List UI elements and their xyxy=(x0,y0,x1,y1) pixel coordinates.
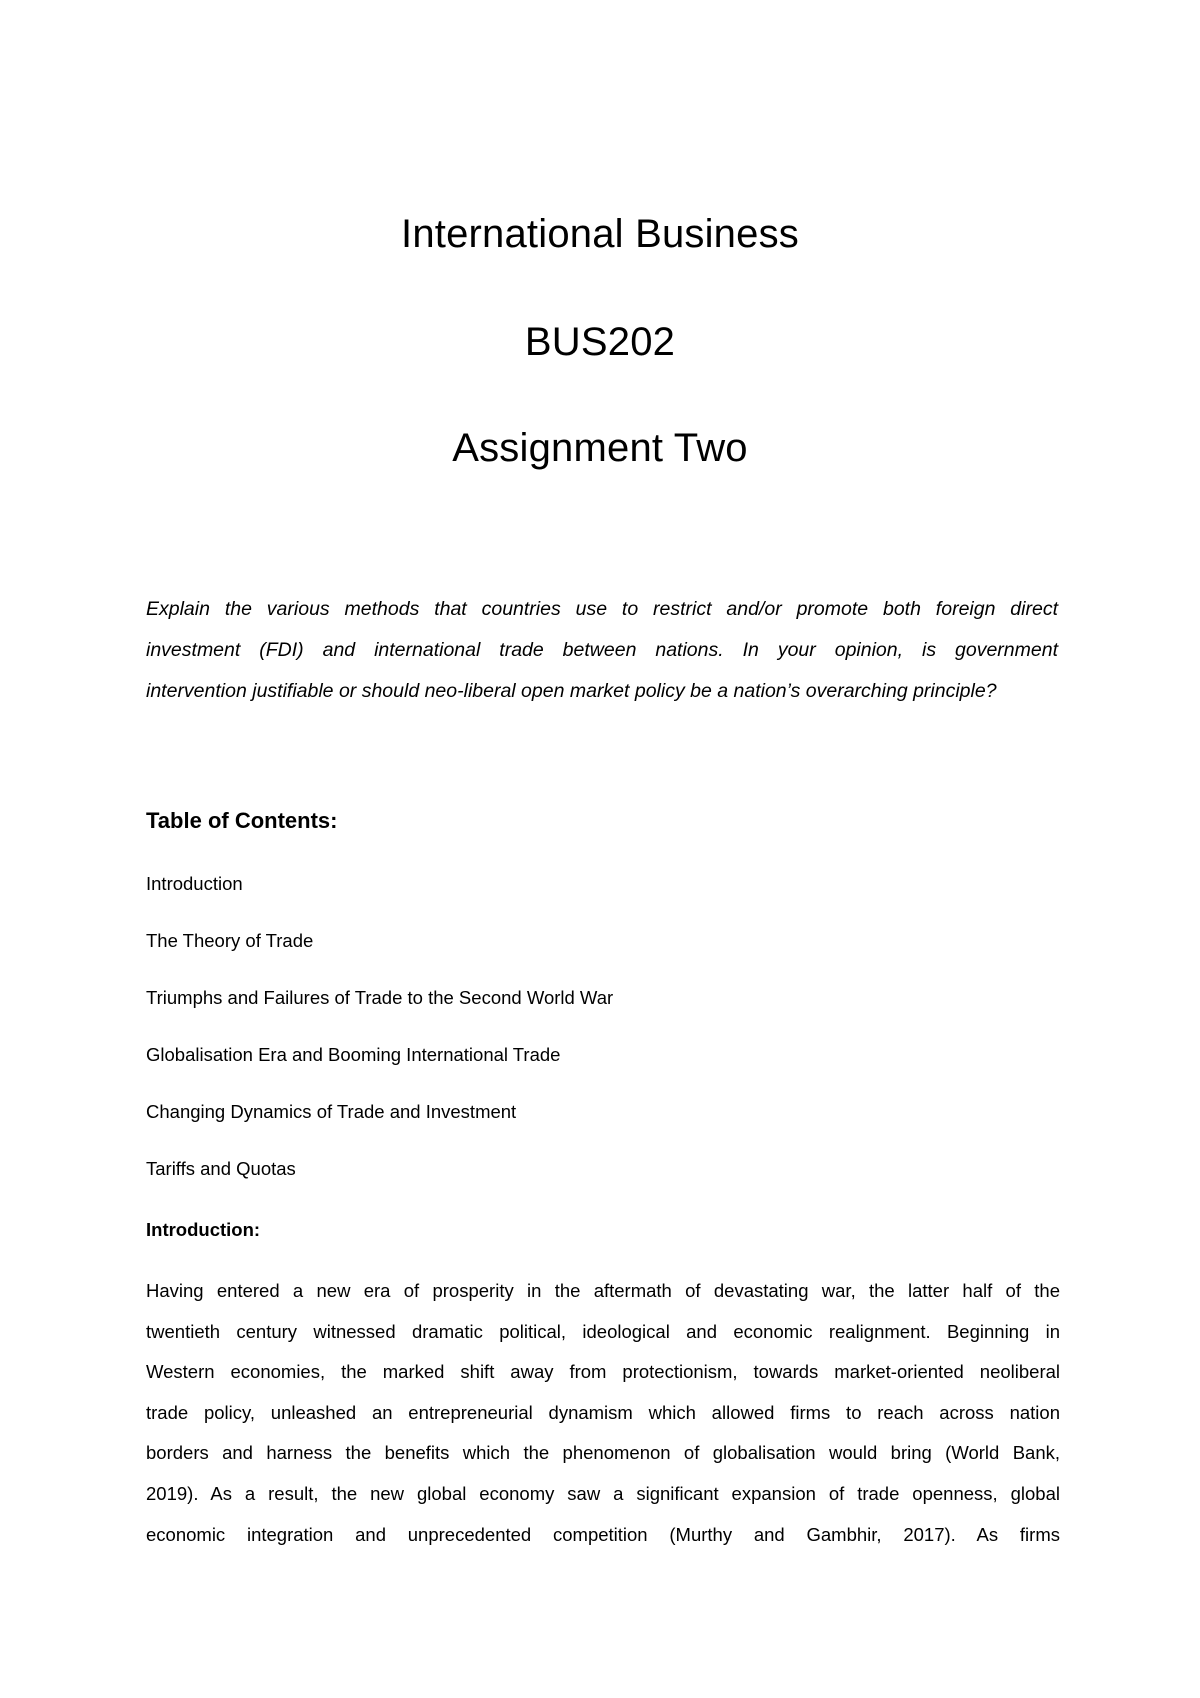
assignment-prompt xyxy=(146,589,1058,712)
toc-item-tariffs-and-quotas: Tariffs and Quotas xyxy=(146,1158,296,1179)
paragraph-line: borders and harness the benefits which the phenomenon of globalisation would bring (World Bank, xyxy=(146,1442,1060,1464)
toc-item-globalisation-era: Globalisation Era and Booming International Trade xyxy=(146,1044,561,1065)
paragraph-line: trade policy, unleashed an entrepreneurial dynamism which allowed firms to reach across nation xyxy=(146,1401,1060,1423)
document-title: International Business xyxy=(401,212,799,256)
paragraph-line: Western economies, the marked shift away from protectionism, towards market-oriented neoliberal xyxy=(146,1361,1060,1383)
table-of-contents xyxy=(146,870,613,1212)
toc-item-introduction: Introduction xyxy=(146,873,243,894)
toc-item-triumphs-and-failures: Triumphs and Failures of Trade to the Second World War xyxy=(146,987,614,1008)
toc-item-changing-dynamics: Changing Dynamics of Trade and Investment xyxy=(146,1101,517,1122)
assignment-title: Assignment Two xyxy=(452,426,748,470)
paragraph-line: economic integration and unprecedented competition (Murthy and Gambhir, 2017). As firms xyxy=(146,1523,1060,1545)
prompt-line: intervention justifiable or should neo-liberal open market policy be a nation’s overarching principle? xyxy=(146,680,997,702)
toc-item-theory-of-trade: The Theory of Trade xyxy=(146,930,314,951)
paragraph-line: Having entered a new era of prosperity in the aftermath of devastating war, the latter half of the xyxy=(146,1280,1060,1301)
prompt-line: investment (FDI) and international trade between nations. In your opinion, is government xyxy=(146,639,1058,661)
toc-heading: Table of Contents: xyxy=(146,808,338,833)
prompt-line: Explain the various methods that countries use to restrict and/or promote both foreign direct xyxy=(146,598,1058,620)
paragraph-line: twentieth century witnessed dramatic political, ideological and economic realignment. Beginning in xyxy=(146,1320,1060,1342)
introduction-paragraph xyxy=(146,1271,1060,1555)
course-code: BUS202 xyxy=(524,320,676,364)
paragraph-line: 2019). As a result, the new global economy saw a significant expansion of trade openness, global xyxy=(146,1482,1060,1504)
introduction-heading: Introduction: xyxy=(146,1219,261,1240)
